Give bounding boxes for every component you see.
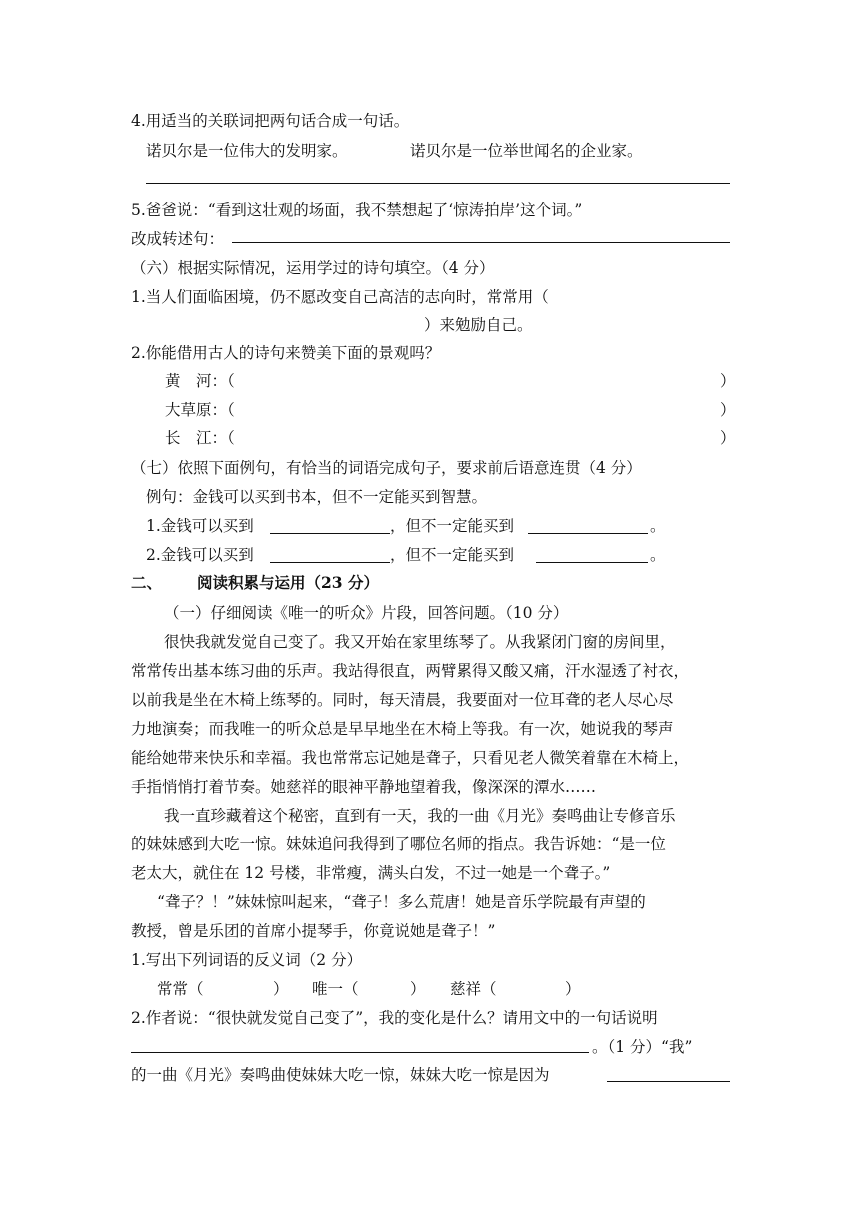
passage-line: 教授，曾是乐团的首席小提琴手，你竟说她是聋子！” [131,922,496,940]
sec7-row1-part2: ，但不一定能买到 [390,517,515,535]
sec7-row2-part1: 2.金钱可以买到 [146,546,254,564]
landscape-close-1: ） [720,372,736,390]
q5-label: 改成转述句： [131,230,225,248]
q4-answer-line[interactable] [146,183,730,184]
reading-q2-line3: 的一曲《月光》奏鸣曲使妹妹大吃一惊，妹妹大吃一惊是因为 [131,1066,550,1084]
sec7-row2-part2: ，但不一定能买到 [390,546,515,564]
part-2-number: 二、 [131,573,163,592]
antonym-close-2: ） [410,980,426,998]
sec7-row1-blank1[interactable] [270,533,390,534]
passage-line: “聋子？！”妹妹惊叫起来，“聋子！多么荒唐！她是音乐学院最有声望的 [157,893,646,911]
sec7-row1-blank2[interactable] [528,533,648,534]
passage-line: 以前我是坐在木椅上练琴的。同时，每天清晨，我要面对一位耳聋的老人尽心尽 [131,691,674,709]
antonym-word-1: 常常（ [157,980,204,998]
landscape-label-grassland: 大草原：（ [165,401,235,419]
q5-answer-line[interactable] [232,242,730,243]
antonym-word-2: 唯一（ [312,980,359,998]
q5-prompt: 5.爸爸说：“看到这壮观的场面，我不禁想起了‘惊涛拍岸’这个词。” [131,201,583,219]
q4-prompt: 4.用适当的关联词把两句话合成一句话。 [131,112,410,130]
passage-line: 的妹妹感到大吃一惊。妹妹追问我得到了哪位名师的指点。我告诉她：“是一位 [131,835,666,853]
passage-line: 我一直珍藏着这个秘密，直到有一天，我的一曲《月光》奏鸣曲让专修音乐 [164,807,676,825]
antonym-close-1: ） [273,980,289,998]
landscape-label-changjiang: 长 江：（ [165,429,235,447]
sec6-q1-part1: 1.当人们面临困境，仍不愿改变自己高洁的志向时，常常用（ [131,288,549,306]
reading-q1-prompt: 1.写出下列词语的反义词（2 分） [131,951,363,969]
reading-intro: （一）仔细阅读《唯一的听众》片段，回答问题。（10 分） [164,604,569,622]
sec7-row1-end: 。 [650,517,666,535]
passage-line: 常常传出基本练习曲的乐声。我站得很直，两臂累得又酸又痛，汗水湿透了衬衣， [131,662,690,680]
passage-line: 老太大，就住在 12 号楼，非常瘦，满头白发，不过一她是一个聋子。” [131,864,611,882]
section-6-title: （六）根据实际情况，运用学过的诗句填空。（4 分） [131,259,495,277]
reading-q2-mid: 。（1 分）“我” [592,1038,693,1056]
sec7-row2-blank1[interactable] [270,562,390,563]
sec7-example: 例句：金钱可以买到书本，但不一定能买到智慧。 [146,488,488,506]
reading-q2-line1: 2.作者说：“很快就发觉自己变了”，我的变化是什么？请用文中的一句话说明 [131,1009,658,1027]
landscape-close-3: ） [720,429,736,447]
passage-line: 能给她带来快乐和幸福。我也常常忘记她是聋子，只看见老人微笑着靠在木椅上， [131,749,690,767]
landscape-label-huanghe: 黄 河：（ [165,372,235,390]
antonym-word-3: 慈祥（ [450,980,497,998]
landscape-close-2: ） [720,401,736,419]
passage-line: 很快我就发觉自己变了。我又开始在家里练琴了。从我紧闭门窗的房间里， [164,633,676,651]
passage-line: 力地演奏；而我唯一的听众总是早早地坐在木椅上等我。有一次，她说我的琴声 [131,720,674,738]
sec7-row2-end: 。 [650,546,666,564]
antonym-close-3: ） [565,980,581,998]
section-7-title: （七）依照下面例句，有恰当的词语完成句子，要求前后语意连贯（4 分） [131,459,642,477]
reading-q2-answer-line-2[interactable] [607,1081,730,1082]
sec7-row1-part1: 1.金钱可以买到 [146,517,254,535]
q4-sentence-2: 诺贝尔是一位举世闻名的企业家。 [410,142,643,160]
sec6-q2: 2.你能借用古人的诗句来赞美下面的景观吗？ [131,344,441,362]
q4-sentence-1: 诺贝尔是一位伟大的发明家。 [146,142,348,160]
reading-q2-answer-line[interactable] [131,1052,589,1053]
passage-line: 手指悄悄打着节奏。她慈祥的眼神平静地望着我，像深深的潭水…… [131,778,597,796]
sec7-row2-blank2[interactable] [536,562,648,563]
sec6-q1-part2: ）来勉励自己。 [424,316,533,334]
part-2-title: 阅读积累与运用（23 分） [197,573,379,592]
